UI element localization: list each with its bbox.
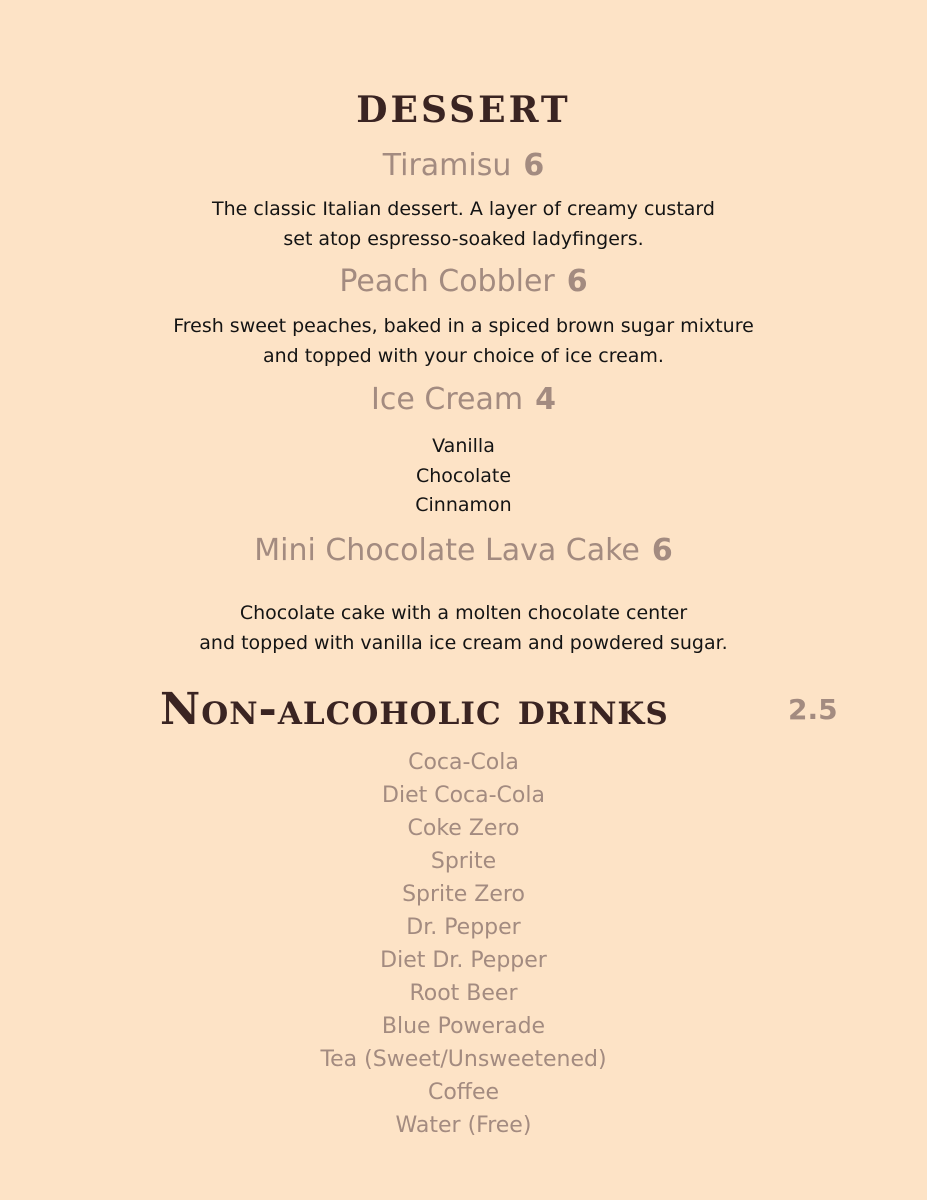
drink-item: Coffee [427, 1080, 500, 1105]
drink-item: Diet Coca-Cola [382, 783, 545, 808]
menu-item-lava-cake [0, 533, 927, 569]
drinks-section-header [0, 680, 927, 740]
flavor-item: Chocolate [415, 464, 512, 487]
description-line: Chocolate cake with a molten chocolate center [239, 602, 688, 624]
item-name: Tiramisu [382, 148, 512, 183]
item-description-peach-cobbler [0, 311, 927, 371]
drink-item: Coca-Cola [408, 750, 519, 775]
drinks-section-title: Non-alcoholic drinks [160, 684, 669, 735]
item-name: Peach Cobbler [339, 264, 555, 299]
item-name: Ice Cream [371, 382, 524, 417]
flavor-item: Vanilla [432, 435, 495, 457]
item-price: 6 [566, 264, 588, 299]
drink-item: Sprite [430, 849, 497, 874]
description-line: Fresh sweet peaches, baked in a spiced brown sugar mixture [173, 315, 754, 337]
description-line: The classic Italian dessert. A layer of creamy custard [212, 198, 715, 220]
menu-item-tiramisu [0, 148, 927, 184]
item-price: 4 [535, 382, 556, 417]
dessert-section-title: DESSERT [356, 89, 571, 131]
drinks-list [0, 746, 927, 1142]
description-line: and topped with vanilla ice cream and powdered sugar. [199, 632, 728, 654]
item-price: 6 [523, 148, 545, 183]
drinks-price: 2.5 [788, 693, 838, 726]
item-price: 6 [651, 533, 673, 568]
drink-item: Tea (Sweet/Unsweetened) [320, 1047, 607, 1072]
drink-item: Water (Free) [395, 1113, 532, 1138]
ice-cream-flavor-list [0, 432, 927, 521]
item-description-tiramisu [0, 194, 927, 254]
drink-item: Dr. Pepper [406, 915, 521, 940]
drink-item: Root Beer [409, 981, 518, 1006]
menu-item-peach-cobbler [0, 264, 927, 300]
menu-item-ice-cream [0, 382, 927, 418]
drink-item: Blue Powerade [381, 1014, 546, 1039]
description-line: and topped with your choice of ice cream. [263, 345, 664, 367]
flavor-item: Cinnamon [415, 494, 512, 516]
description-line: set atop espresso-soaked ladyfingers. [283, 228, 644, 250]
drink-item: Coke Zero [407, 816, 520, 841]
drink-item: Sprite Zero [402, 882, 525, 907]
drink-item: Diet Dr. Pepper [380, 948, 547, 973]
item-description-lava-cake [0, 598, 927, 658]
item-name: Mini Chocolate Lava Cake [254, 533, 640, 568]
